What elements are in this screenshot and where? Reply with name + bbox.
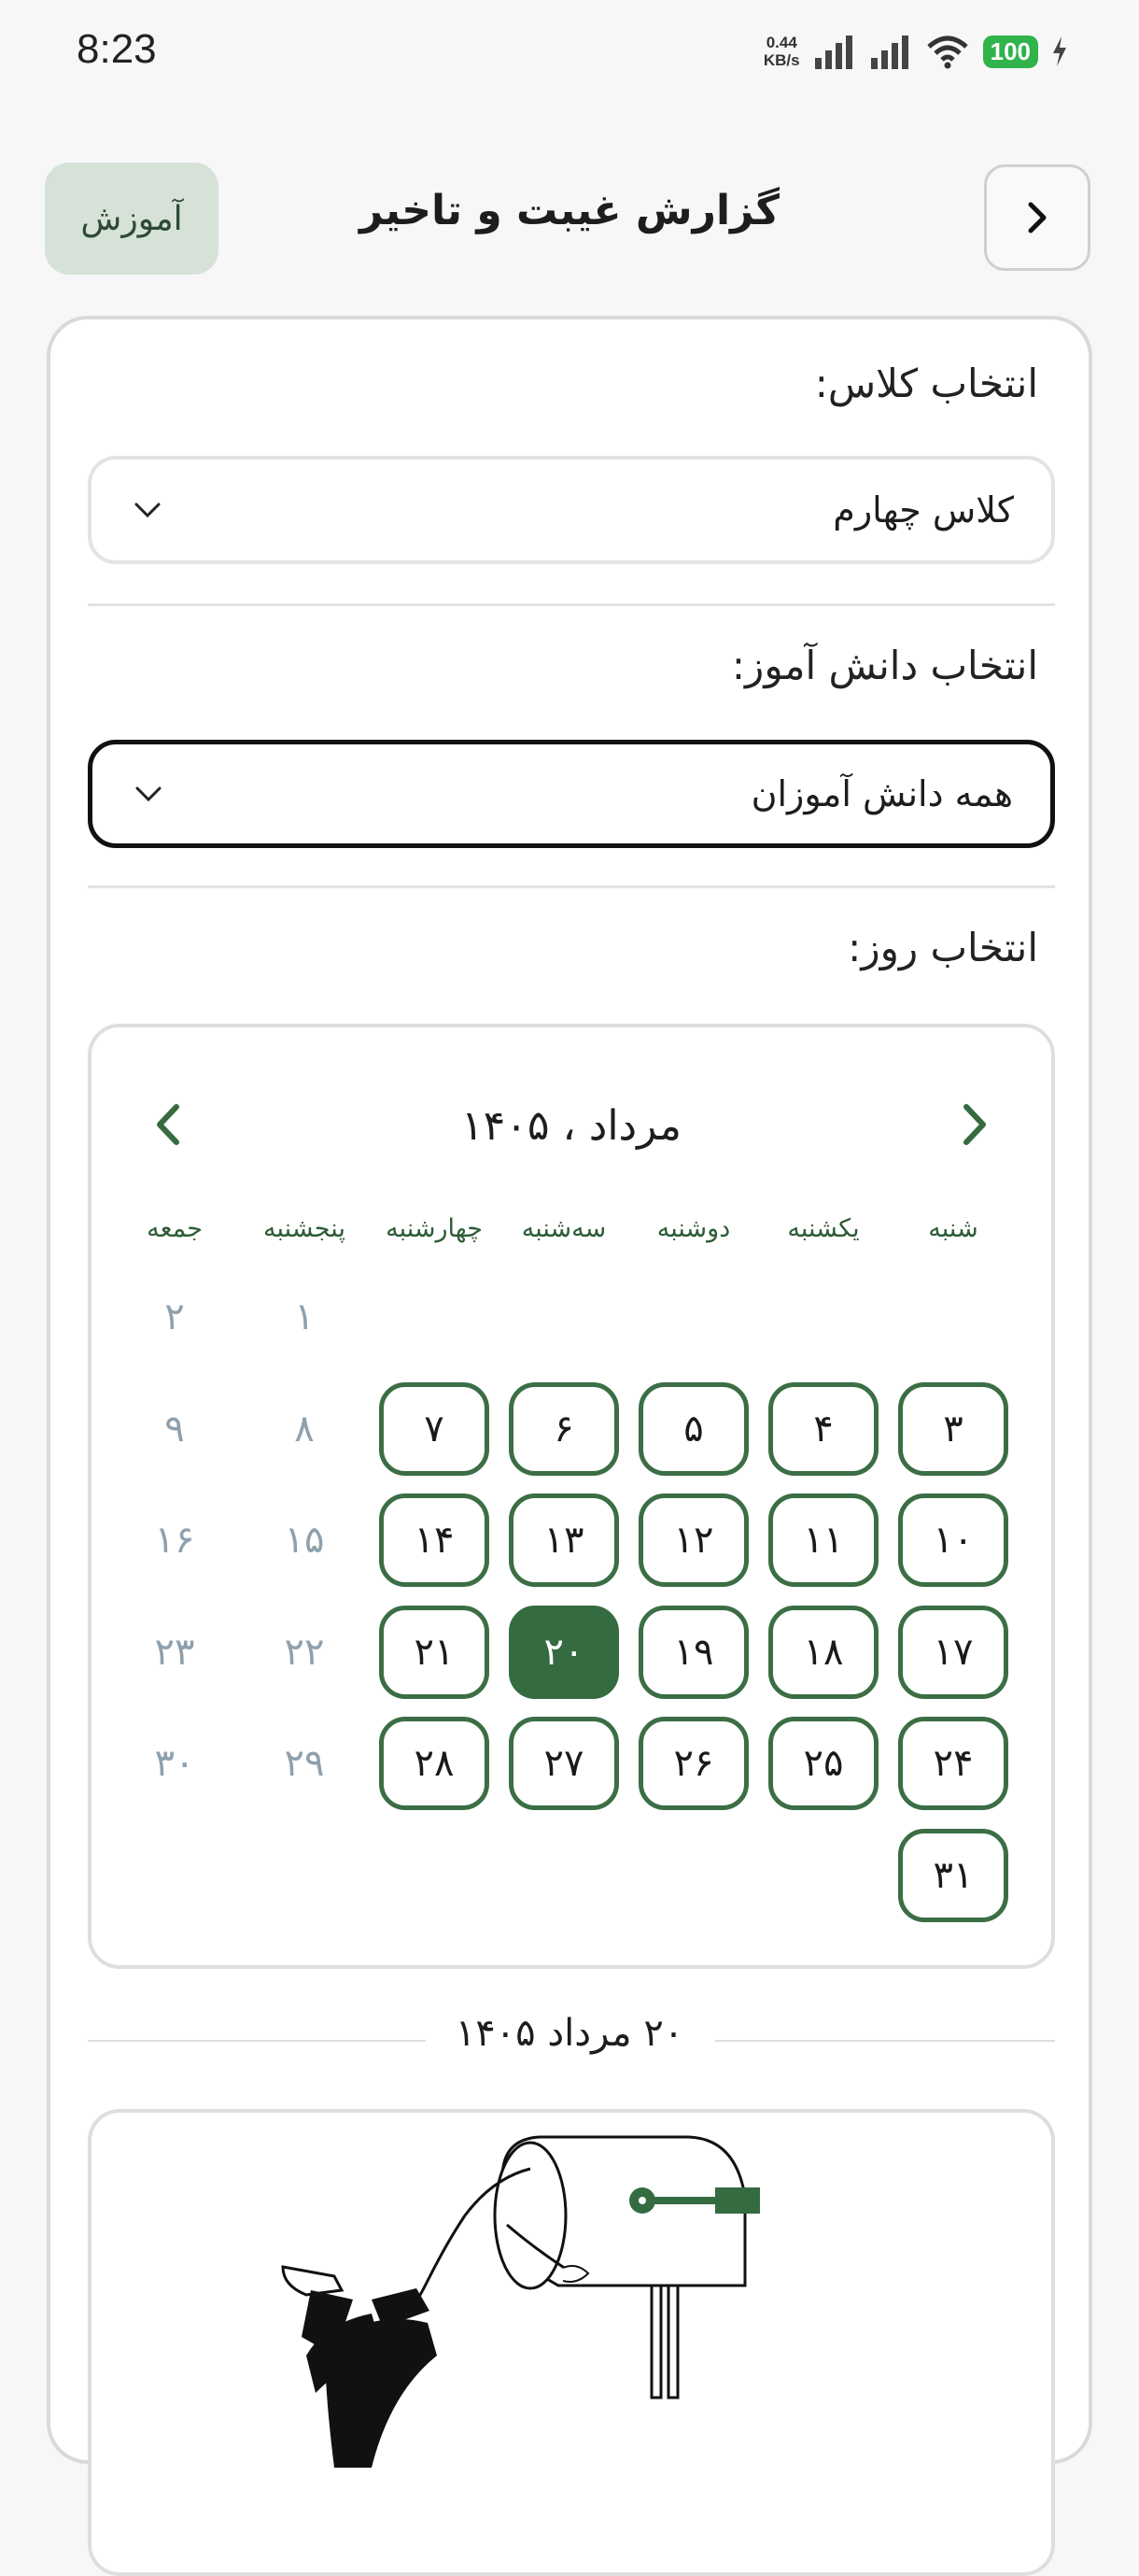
calendar-day[interactable]: ۱۲ [639, 1493, 749, 1587]
chevron-right-icon [1023, 199, 1051, 236]
network-speed [764, 34, 800, 69]
person-searching-mailbox-illustration [91, 2113, 1055, 2576]
tutorial-button[interactable]: آموزش [45, 163, 218, 275]
calendar-day[interactable]: ۱۸ [768, 1606, 879, 1699]
back-button[interactable] [984, 164, 1090, 271]
charging-icon [1051, 35, 1068, 67]
network-speed-value: 0.44 [766, 34, 797, 51]
status-icons [764, 28, 1068, 75]
chevron-left-icon [154, 1101, 182, 1148]
calendar-weekday-label: یکشنبه [787, 1214, 860, 1243]
selected-date-label: ۲۰ مرداد ۱۴۰۵ [455, 2012, 684, 2055]
class-select-value: کلاس چهارم [833, 489, 1014, 531]
calendar-day-selected[interactable]: ۲۰ [509, 1606, 619, 1699]
calendar-day[interactable]: ۲۸ [379, 1717, 489, 1810]
status-time: 8:23 [77, 26, 157, 72]
calendar-day: ۹ [164, 1408, 185, 1451]
calendar-weekday-label: دوشنبه [656, 1214, 731, 1243]
calendar-day[interactable]: ۱۴ [379, 1493, 489, 1587]
calendar-day[interactable]: ۷ [379, 1382, 489, 1476]
class-select[interactable] [88, 456, 1055, 564]
calendar-day[interactable]: ۵ [639, 1382, 749, 1476]
divider [715, 2040, 1055, 2042]
calendar-day: ۸ [294, 1408, 315, 1451]
calendar-day: ۲۹ [284, 1742, 325, 1785]
day-select-label: انتخاب روز: [848, 925, 1038, 970]
divider [88, 885, 1055, 888]
student-select[interactable] [88, 740, 1055, 848]
calendar-day: ۱۶ [154, 1519, 195, 1562]
calendar-weekday-label: چهارشنبه [386, 1214, 483, 1243]
calendar-day[interactable]: ۲۱ [379, 1606, 489, 1699]
calendar-day[interactable]: ۳۱ [898, 1829, 1008, 1922]
calendar-day[interactable]: ۲۴ [898, 1717, 1008, 1810]
calendar-day[interactable]: ۱۰ [898, 1493, 1008, 1587]
calendar-weekday-label: پنجشنبه [263, 1214, 345, 1243]
calendar-day[interactable]: ۱۱ [768, 1493, 879, 1587]
calendar-day[interactable]: ۱۷ [898, 1606, 1008, 1699]
wifi-icon [925, 34, 970, 69]
class-select-label: انتخاب کلاس: [814, 361, 1038, 406]
calendar-weekday-label: شنبه [928, 1214, 978, 1243]
calendar-weekday-label: جمعه [147, 1214, 203, 1243]
main-card [47, 316, 1092, 2464]
chevron-down-icon [134, 785, 163, 803]
chevron-down-icon [133, 501, 162, 519]
calendar-day: ۲۳ [154, 1631, 195, 1674]
calendar-day[interactable]: ۲۷ [509, 1717, 619, 1810]
signal-icon [869, 34, 912, 69]
status-bar [0, 0, 1139, 103]
empty-state-card [88, 2109, 1055, 2576]
calendar-day[interactable]: ۲۶ [639, 1717, 749, 1810]
calendar-weekday-label: سه‌شنبه [521, 1214, 607, 1243]
calendar-day[interactable]: ۱۹ [639, 1606, 749, 1699]
student-select-value: همه دانش آموزان [751, 773, 1013, 814]
calendar-day[interactable]: ۳ [898, 1382, 1008, 1476]
calendar-day: ۲ [164, 1295, 185, 1338]
signal-icon [813, 34, 856, 69]
calendar [88, 1024, 1055, 1969]
battery-icon: 100 [983, 35, 1038, 68]
calendar-day[interactable]: ۶ [509, 1382, 619, 1476]
calendar-day[interactable]: ۲۵ [768, 1717, 879, 1810]
student-select-label: انتخاب دانش آموز: [731, 643, 1038, 688]
calendar-day: ۱۵ [284, 1519, 325, 1562]
calendar-day: ۱ [294, 1295, 315, 1338]
calendar-day[interactable]: ۱۳ [509, 1493, 619, 1587]
page-title: گزارش غیبت و تاخیر [359, 187, 780, 234]
network-speed-unit: KB/s [763, 51, 800, 69]
calendar-next-month-button[interactable] [140, 1097, 196, 1153]
divider [88, 603, 1055, 606]
calendar-day: ۳۰ [154, 1742, 195, 1785]
calendar-day: ۲۲ [284, 1631, 325, 1674]
calendar-month-title: مرداد ، ۱۴۰۵ [461, 1102, 682, 1150]
calendar-day[interactable]: ۴ [768, 1382, 879, 1476]
